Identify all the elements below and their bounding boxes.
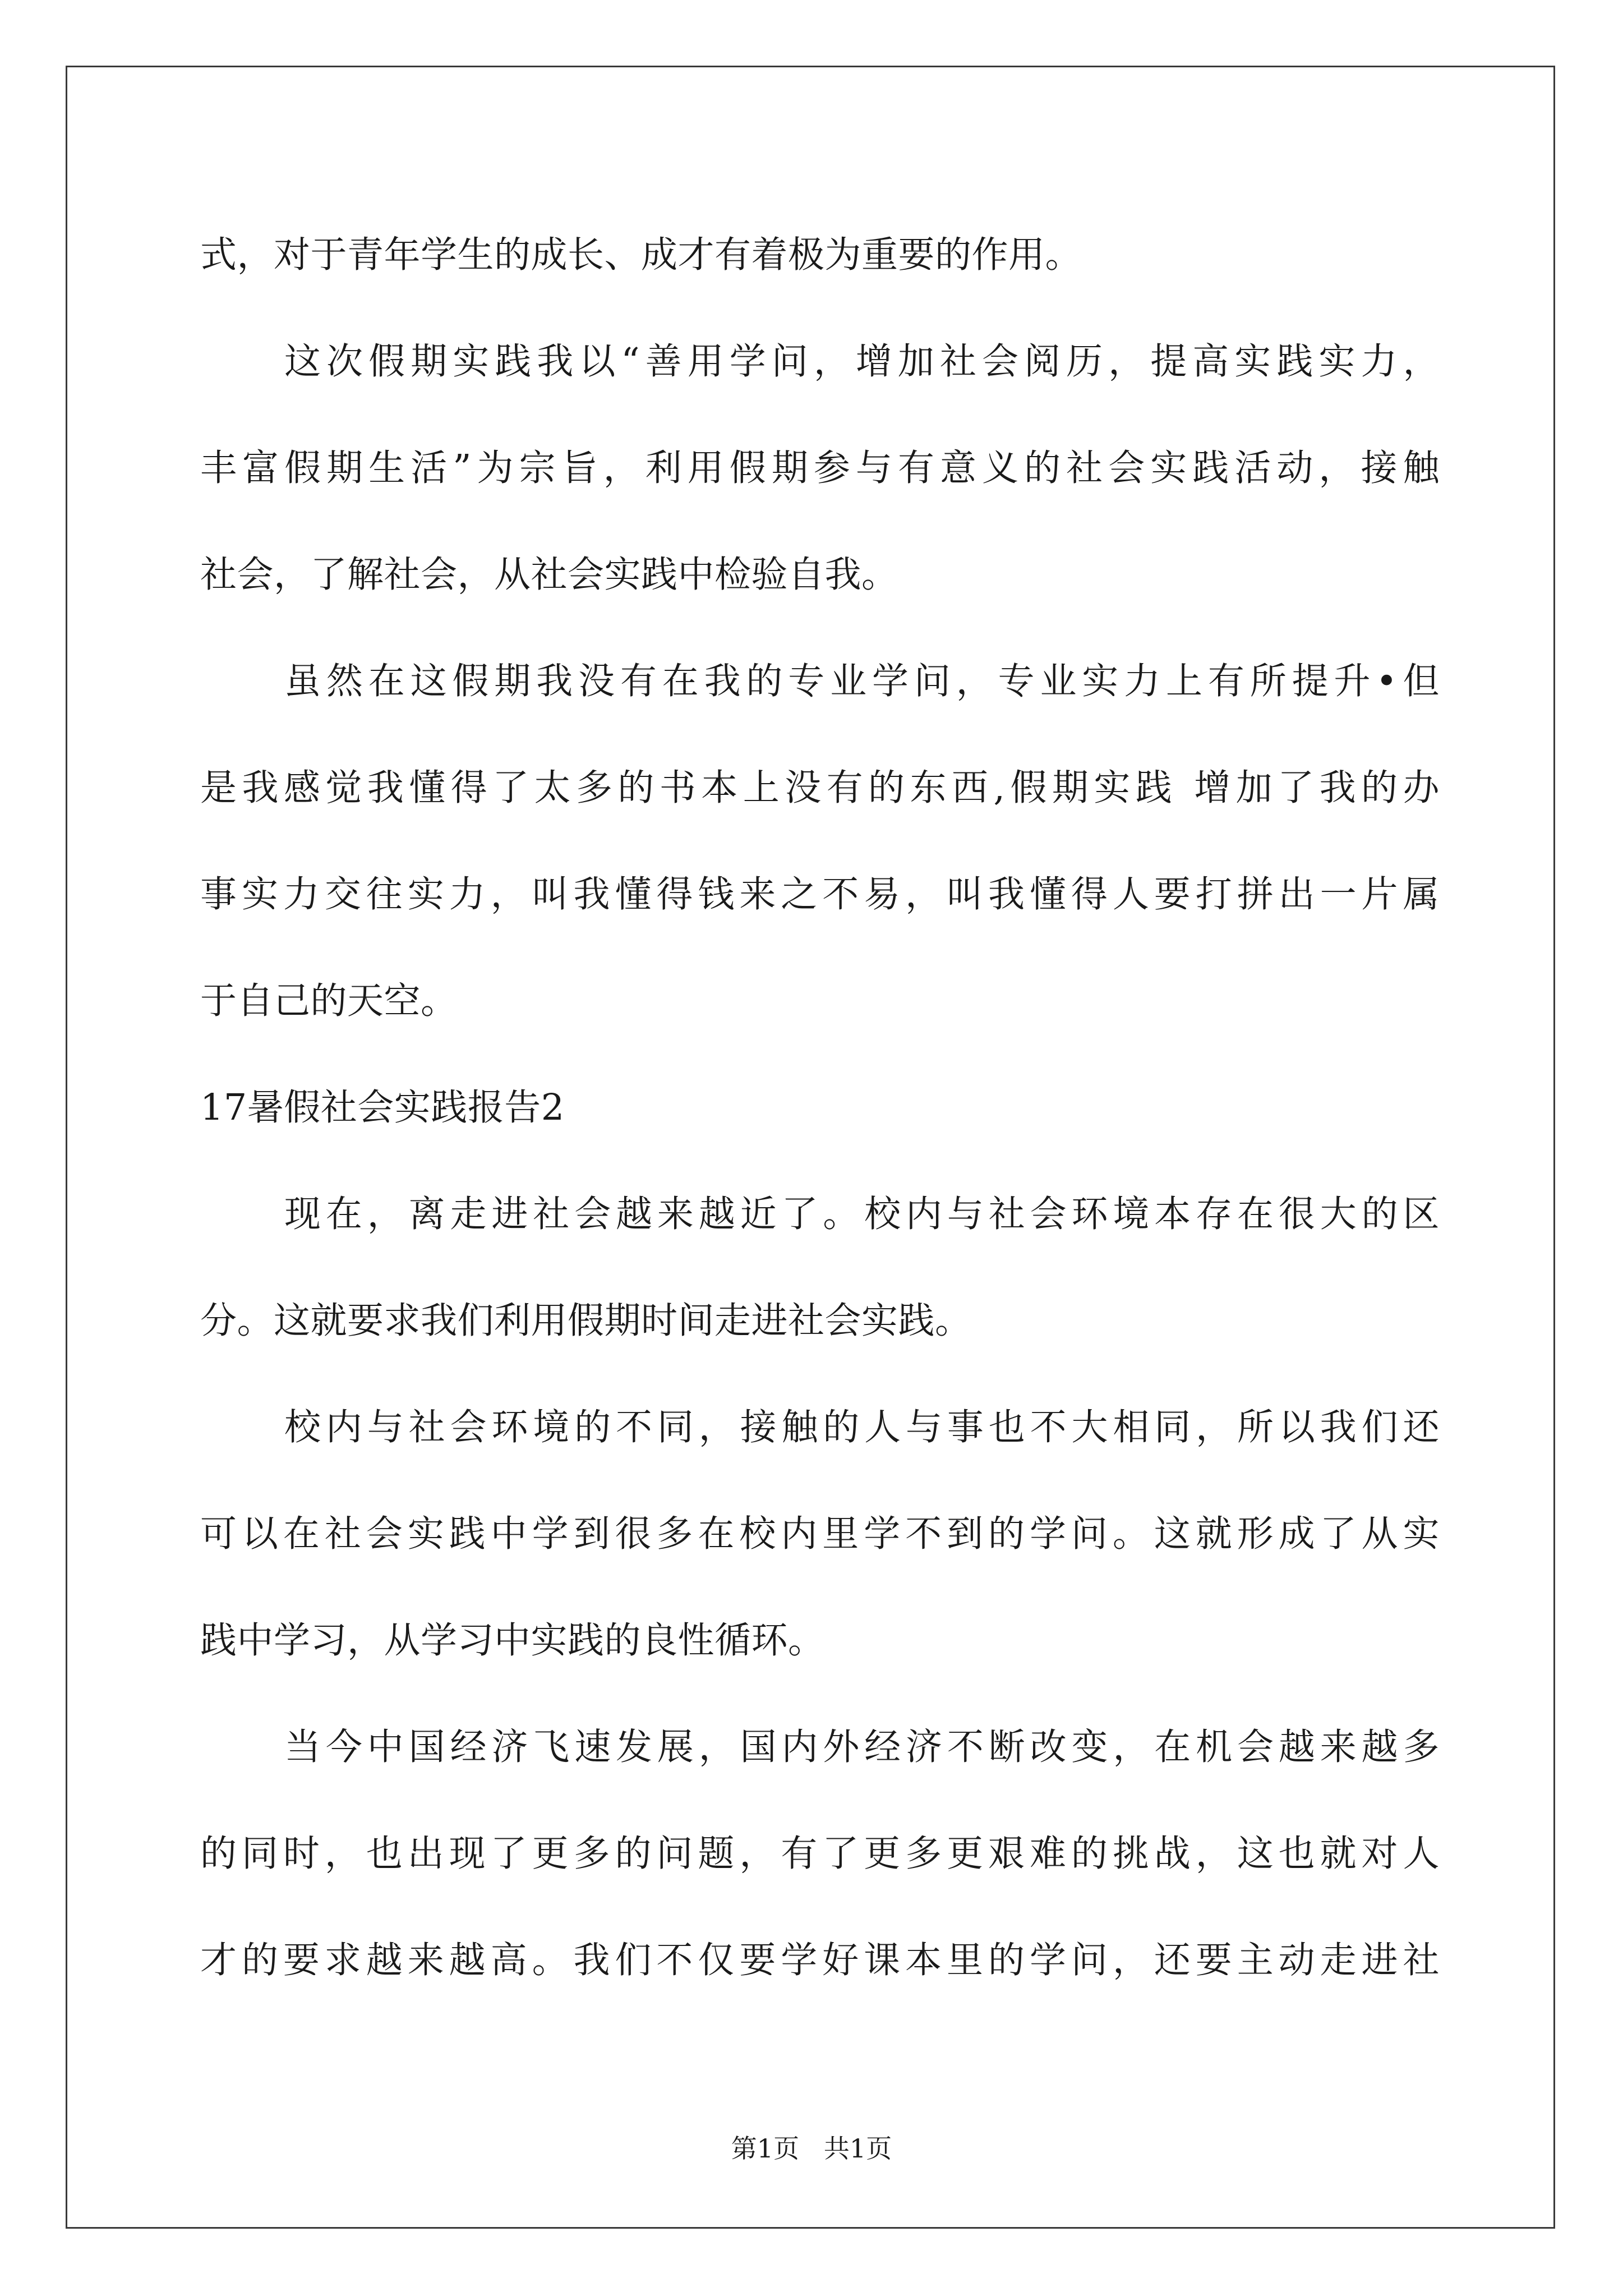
text-line: 当今中国经济飞速发展，国内外经济不断改变，在机会越来越多 [284, 1726, 1440, 1768]
text-line: 于自己的天空。 [200, 980, 458, 1022]
text-line: 社会，了解社会，从社会实践中检验自我。 [200, 554, 898, 596]
page-number-footer: 第1页 共1页 [731, 2133, 892, 2164]
text-line: 可以在社会实践中学到很多在校内里学不到的学问。这就形成了从实 [200, 1513, 1440, 1555]
text-line: 分。这就要求我们利用假期时间走进社会实践。 [200, 1300, 972, 1342]
text-line: 现在，离走进社会越来越近了。校内与社会环境本存在很大的区 [284, 1193, 1440, 1235]
section-heading: 17暑假社会实践报告2 [200, 1087, 565, 1129]
text-line: 虽然在这假期我没有在我的专业学问，专业实力上有所提升•但 [284, 660, 1440, 702]
text-line: 丰富假期生活”为宗旨，利用假期参与有意义的社会实践活动，接触 [200, 447, 1440, 489]
text-line: 才的要求越来越高。我们不仅要学好课本里的学问，还要主动走进社 [200, 1939, 1440, 1981]
text-line: 事实力交往实力，叫我懂得钱来之不易，叫我懂得人要打拼出一片属 [200, 873, 1440, 915]
text-line: 式，对于青年学生的成长、成才有着极为重要的作用。 [200, 234, 1082, 276]
text-line: 的同时，也出现了更多的问题，有了更多更艰难的挑战，这也就对人 [200, 1833, 1440, 1875]
text-line: 是我感觉我懂得了太多的书本上没有的东西,假期实践 增加了我的办 [200, 767, 1440, 809]
text-line: 践中学习，从学习中实践的良性循环。 [200, 1619, 825, 1662]
text-line: 这次假期实践我以“善用学问，增加社会阅历，提高实践实力， [284, 341, 1440, 383]
text-line: 校内与社会环境的不同，接触的人与事也不大相同，所以我们还 [284, 1406, 1440, 1448]
